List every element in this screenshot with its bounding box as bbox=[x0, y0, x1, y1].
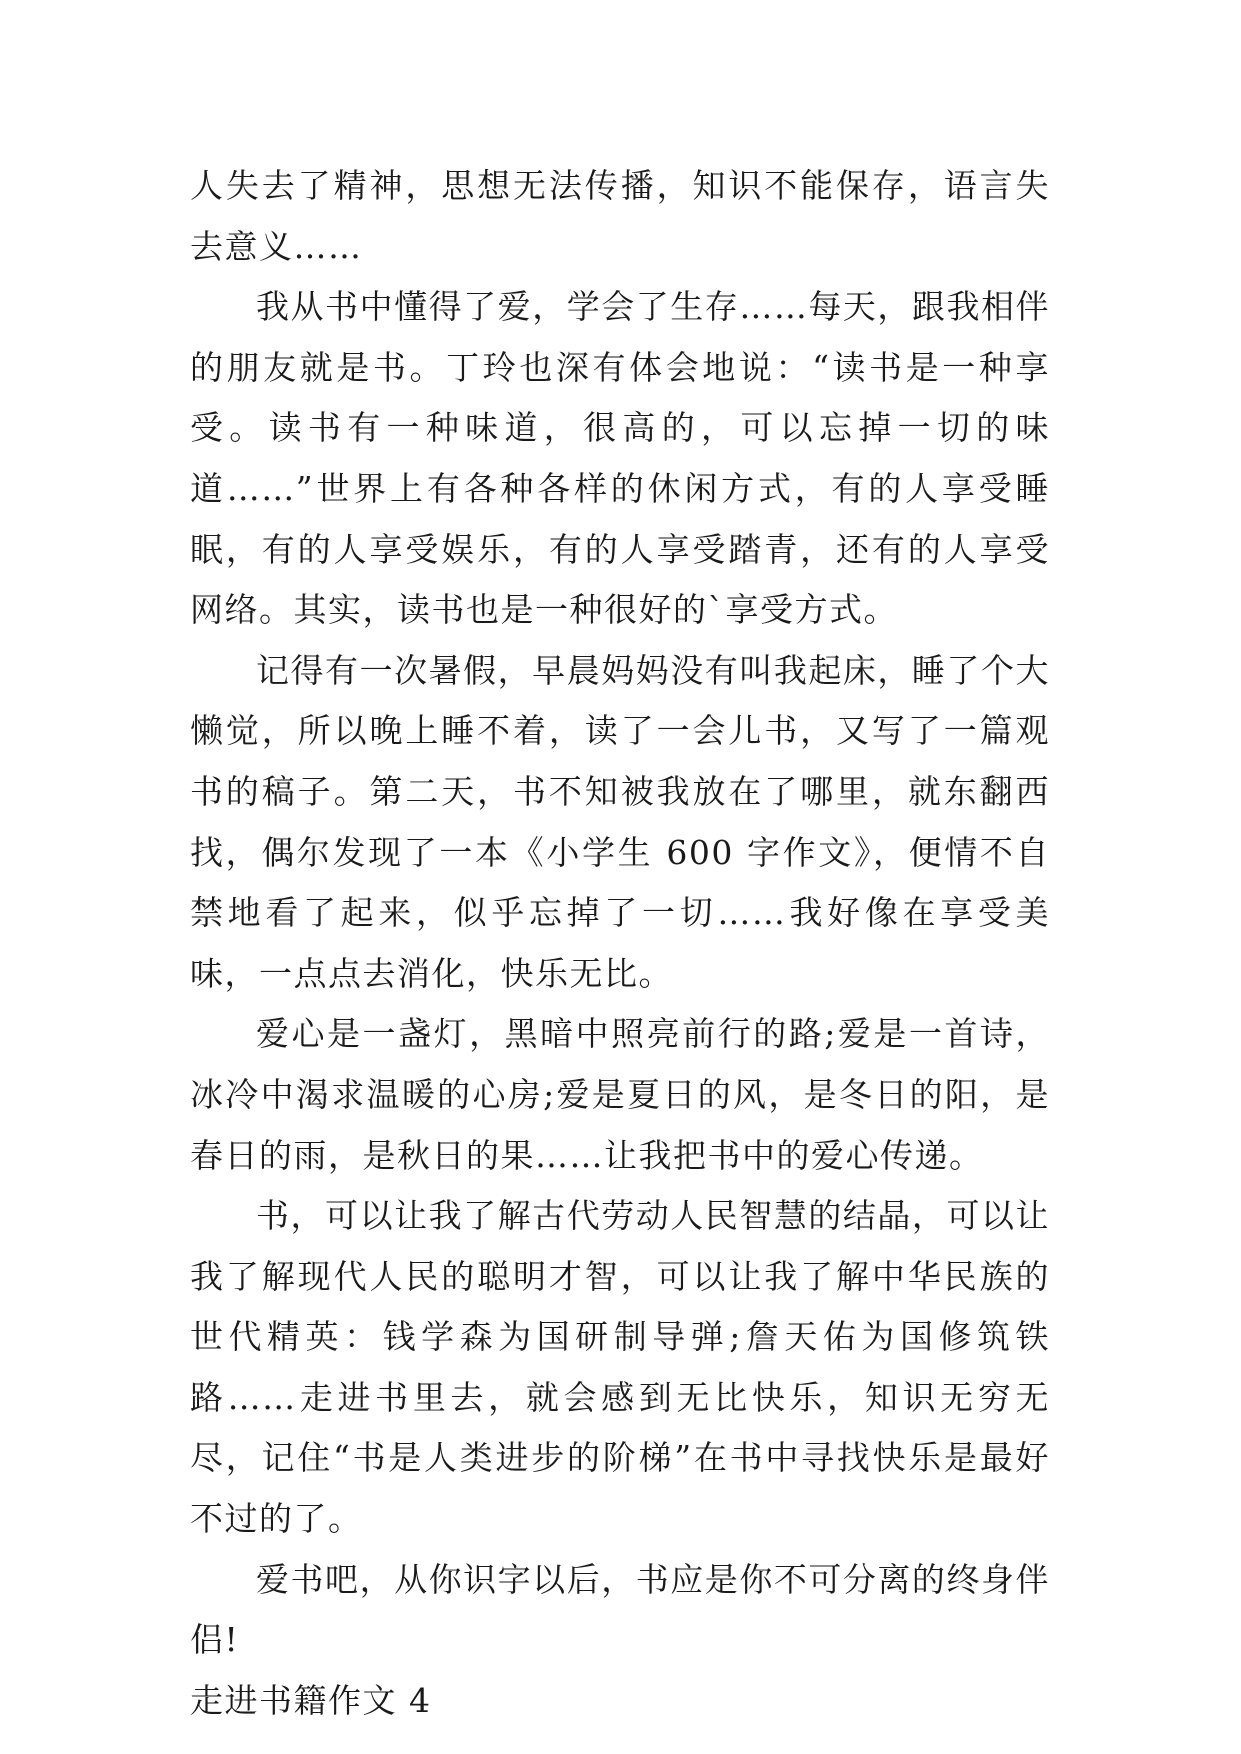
section-heading: 走进书籍作文 4 bbox=[190, 1680, 432, 1720]
paragraph-2: 我从书中懂得了爱，学会了生存……每天，跟我相伴的朋友就是书。丁玲也深有体会地说：“读书是一种享受。读书有一种味道，很高的，可以忘掉一切的味道……”世界上有各种各样的休闲方式，有的人享受睡眠，有的人享受娱乐，有的人享受踏青，还有的人享受网络。其实，读书也是一种很好的`享受方式。 bbox=[190, 287, 1050, 630]
paragraph-1: 人失去了精神，思想无法传播，知识不能保存，语言失去意义…… bbox=[190, 166, 1050, 266]
paragraph-3: 记得有一次暑假，早晨妈妈没有叫我起床，睡了个大懒觉，所以晚上睡不着，读了一会儿书，又写了一篇观书的稿子。第二天，书不知被我放在了哪里，就东翻西找，偶尔发现了一本《小学生 600 字作文》，便情不自禁地看了起来，似乎忘掉了一切……我好像在享受美味，一点点去消化，快乐无比。 bbox=[190, 650, 1050, 993]
paragraph-6: 爱书吧，从你识字以后，书应是你不可分离的终身伴侣! bbox=[190, 1559, 1050, 1660]
document-body bbox=[190, 156, 1050, 1731]
paragraph-4: 爱心是一盏灯，黑暗中照亮前行的路;爱是一首诗，冰冷中渴求温暖的心房;爱是夏日的风，是冬日的阳，是春日的雨，是秋日的果……让我把书中的爱心传递。 bbox=[190, 1014, 1050, 1175]
paragraph-5: 书，可以让我了解古代劳动人民智慧的结晶，可以让我了解现代人民的聪明才智，可以让我了解中华民族的世代精英：钱学森为国研制导弹;詹天佑为国修筑铁路……走进书里去，就会感到无比快乐，知识无穷无尽，记住“书是人类进步的阶梯”在书中寻找快乐是最好不过的了。 bbox=[190, 1196, 1050, 1539]
